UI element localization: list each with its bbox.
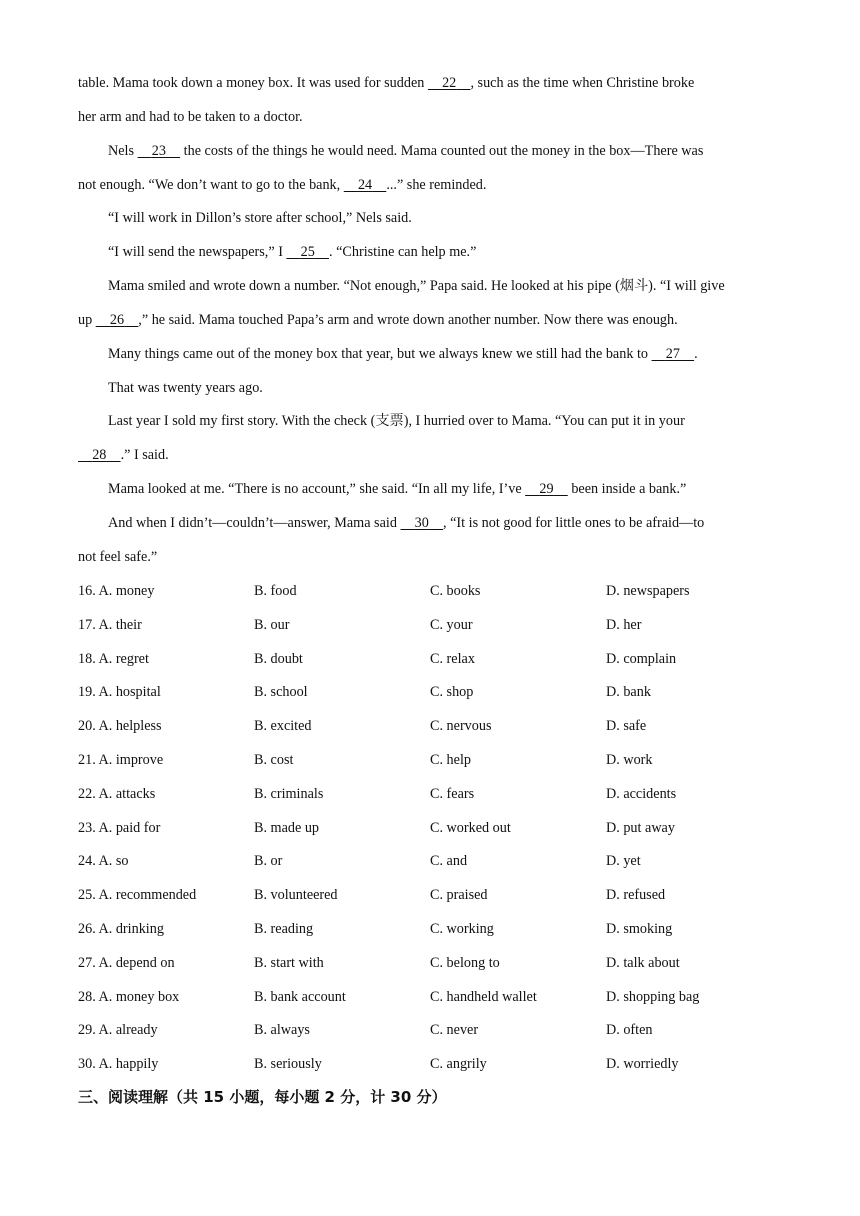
option-choice: B. start with [254,954,324,971]
blank-27: 27 [665,346,680,362]
option-choice: D. put away [606,819,675,836]
option-choice: B. reading [254,921,314,937]
option-choice: 30. A. happily [78,1056,159,1073]
option-choice: 24. A. so [78,853,129,870]
option-choice: 28. A. money box [78,988,180,1005]
option-choice: 18. A. regret [78,650,149,667]
passage-line: 28 .” I said. [78,445,778,465]
blank-26: 26 [109,312,125,328]
option-choice: B. bank account [254,988,346,1005]
option-choice: C. working [430,921,494,937]
option-choice: 27. A. depend on [78,954,175,971]
passage-line: table. Mama took down a money box. It was used for sudden 22 , such as the time when Christine broke [78,75,695,91]
option-choice: 23. A. paid for [78,819,161,836]
option-choice: B. made up [254,819,320,836]
option-choice: C. worked out [430,819,511,836]
option-choice: B. or [254,853,283,870]
option-choice: B. cost [254,752,294,768]
question-options-row [78,885,778,905]
section-heading: 三、阅读理解（共 15 小题，每小题 2 分，计 30 分） [78,1088,447,1106]
option-choice: C. books [430,583,481,599]
passage-line: not enough. “We don’t want to go to the bank, 24 ...” she reminded. [78,177,487,193]
option-choice: B. our [254,616,290,633]
question-options-row [78,1054,778,1074]
option-choice: C. help [430,752,471,768]
option-choice: 20. A. helpless [78,718,162,735]
option-choice: D. refused [606,887,666,904]
option-choice: 25. A. recommended [78,887,197,904]
question-options-row [78,784,778,804]
option-choice: C. handheld wallet [430,988,537,1005]
option-choice: C. nervous [430,718,492,735]
option-choice: B. seriously [254,1056,322,1073]
option-choice: D. yet [606,853,641,870]
option-choice: D. often [606,1022,653,1039]
passage-line: Mama looked at me. “There is no account,” she said. “In all my life, I’ve 29 been inside a bank.” [108,481,687,497]
option-choice: B. always [254,1022,310,1039]
option-choice: C. belong to [430,954,500,971]
passage-line: Many things came out of the money box that year, but we always knew we still had the bank to 27 . [108,346,698,362]
question-options-row [78,919,778,939]
blank-22: 22 [442,75,457,91]
option-choice: D. safe [606,718,647,735]
blank-24: 24 [357,177,373,193]
option-choice: 29. A. already [78,1022,158,1039]
option-choice: C. your [430,616,473,633]
option-choice: 21. A. improve [78,752,164,768]
option-choice: B. volunteered [254,887,338,904]
passage-line: Nels 23 the costs of the things he would need. Mama counted out the money in the box—There was [108,143,704,159]
option-choice: D. her [606,616,642,633]
option-choice: B. excited [254,718,312,735]
option-choice: D. bank [606,684,651,701]
option-choice: C. never [430,1022,479,1039]
question-options-row [78,581,778,601]
passage-line: And when I didn’t—couldn’t—answer, Mama said 30 , “It is not good for little ones to be afraid—to [108,515,705,531]
passage-line: her arm and had to be taken to a doctor. [78,109,303,125]
passage-line: That was twenty years ago. [108,380,263,396]
option-choice: 17. A. their [78,616,142,633]
option-choice: 22. A. attacks [78,785,156,802]
passage-line: “I will send the newspapers,” I 25 . “Christine can help me.” [108,244,477,260]
option-choice: C. praised [430,887,488,904]
option-choice: B. food [254,583,297,599]
option-choice: B. doubt [254,650,303,667]
blank-30: 30 [414,515,429,531]
question-options-row [78,649,778,669]
option-choice: D. worriedly [606,1056,679,1073]
blank-25: 25 [300,244,315,260]
option-choice: D. smoking [606,921,673,937]
option-choice: 19. A. hospital [78,684,161,701]
passage-line: Mama smiled and wrote down a number. “Not enough,” Papa said. He looked at his pipe (烟斗). “I will give [108,278,725,294]
option-choice: D. work [606,752,653,768]
question-options-row [78,615,778,635]
option-choice: C. shop [430,684,474,701]
blank-23: 23 [151,143,166,159]
option-choice: 16. A. money [78,583,155,599]
option-choice: C. fears [430,785,475,802]
question-options-row [78,682,778,702]
passage-line: Last year I sold my first story. With the check (支票), I hurried over to Mama. “You can put it in your [108,413,685,429]
passage-line: not feel safe.” [78,549,158,565]
option-choice: D. talk about [606,954,680,971]
option-choice: C. angrily [430,1056,487,1073]
passage-line: “I will work in Dillon’s store after school,” Nels said. [108,210,412,226]
option-choice: C. relax [430,650,475,667]
option-choice: D. complain [606,650,677,667]
passage-line: up 26 ,” he said. Mama touched Papa’s arm and wrote down another number. Now there was enough. [78,312,678,328]
option-choice: D. newspapers [606,583,690,599]
question-options-row [78,750,778,770]
question-options-row [78,818,778,838]
question-options-row [78,1020,778,1040]
option-choice: D. shopping bag [606,988,700,1005]
question-options-row [78,716,778,736]
option-choice: 26. A. drinking [78,921,164,937]
blank-29: 29 [539,481,554,497]
option-choice: D. accidents [606,785,677,802]
option-choice: B. school [254,684,308,701]
question-options-row [78,851,778,871]
blank-28: 28 [92,447,107,463]
question-options-row [78,953,778,973]
question-options-row [78,987,778,1007]
option-choice: C. and [430,853,468,870]
option-choice: B. criminals [254,785,324,802]
